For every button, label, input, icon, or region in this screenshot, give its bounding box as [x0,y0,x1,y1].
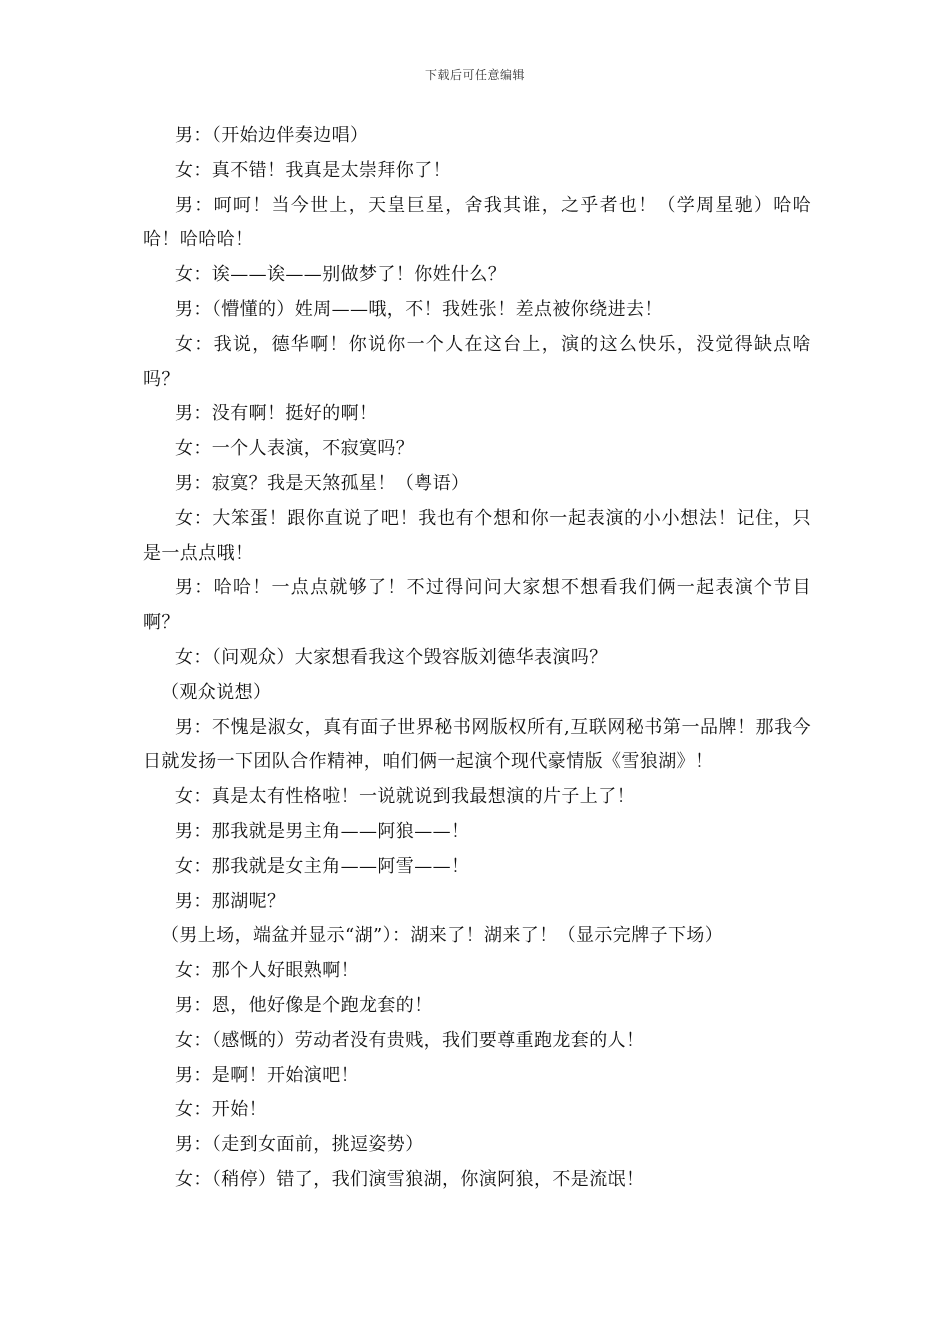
dialogue-line: 女：开始！ [175,1099,267,1121]
stage-direction: （观众说想） [161,681,272,703]
page-header: 下载后可任意编辑 [424,68,525,82]
dialogue-line: 女：我说，德华啊！你说你一个人在这台上，演的这么快乐，没觉得缺点啥吗？ [143,333,811,390]
dialogue-line: 男：是啊！开始演吧！ [175,1064,359,1086]
dialogue-line: 男：没有啊！挺好的啊！ [175,403,378,425]
dialogue-line: 女：那我就是女主角——阿雪——！ [175,855,470,877]
dialogue-line: 男：（懵懂的）姓周——哦，不！我姓张！差点被你绕进去！ [175,298,663,320]
stage-direction: （男上场，端盆并显示“湖”）：湖来了！湖来了！（显示完牌子下场） [161,925,724,947]
dialogue-line: 女：一个人表演，不寂寞吗？ [175,438,415,460]
dialogue-line: 男：（开始边伴奏边唱） [175,125,369,146]
dialogue-line: 女：大笨蛋！跟你直说了吧！我也有个想和你一起表演的小小想法！记住，只是一点点哦！ [143,507,811,564]
dialogue-line: 男：不愧是淑女，真有面子世界秘书网版权所有,互联网秘书第一品牌！那我今日就发扬一下团队合作精神，咱们俩一起演个现代豪情版《雪狼湖》！ [143,716,811,773]
dialogue-line: 男：（走到女面前，挑逗姿势） [175,1134,424,1156]
dialogue-line: 男：呵呵！当今世上，天皇巨星，舍我其谁，之乎者也！（学周星驰）哈哈哈！哈哈哈！ [143,194,811,251]
dialogue-line: 女：（感慨的）劳动者没有贵贱，我们要尊重跑龙套的人！ [175,1029,645,1051]
dialogue-line: 男：哈哈！一点点就够了！不过得问问大家想不想看我们俩一起表演个节目啊？ [143,577,811,634]
dialogue-line: 女：真不错！我真是太崇拜你了！ [175,159,451,181]
dialogue-line: 女：那个人好眼熟啊！ [175,960,359,982]
dialogue-line: 女：（稍停）错了，我们演雪狼湖，你演阿狼，不是流氓！ [175,1168,645,1190]
dialogue-line: 男：那湖呢？ [175,890,286,912]
dialogue-line: 男：那我就是男主角——阿狼——！ [175,820,470,842]
dialogue-line: 女：（问观众）大家想看我这个毁容版刘德华表演吗？ [175,646,608,668]
dialogue-line: 女：诶——诶——别做梦了！你姓什么？ [175,264,507,286]
dialogue-line: 男：寂寞？我是天煞孤星！（粤语） [175,472,470,494]
document-body [143,119,811,1198]
dialogue-line: 女：真是太有性格啦！一说就说到我最想演的片子上了！ [175,786,635,808]
dialogue-line: 男：恩，他好像是个跑龙套的！ [175,994,433,1016]
